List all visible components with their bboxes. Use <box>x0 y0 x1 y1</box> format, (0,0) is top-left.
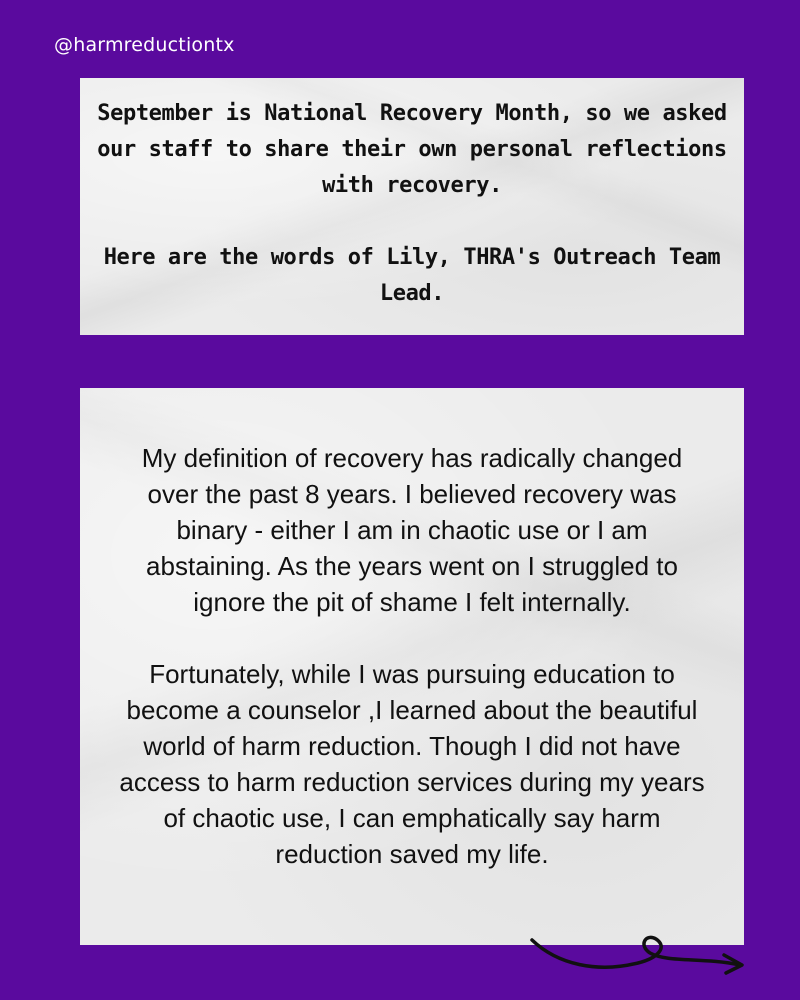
quote-paragraph-2: Fortunately, while I was pursuing education to become a counselor ,I learned about the beautiful world of harm reduction. Though I did not have access to harm reduction services during my years of chaotic use, I can emphatically say harm reduction saved my life. <box>119 659 705 869</box>
account-handle: @harmreductiontx <box>54 34 235 56</box>
intro-paragraph-2: Here are the words of Lily, THRA's Outreach Team Lead. <box>103 245 721 306</box>
paragraph-spacer <box>114 620 710 656</box>
quote-paragraph-1: My definition of recovery has radically changed over the past 8 years. I believed recovery was binary - either I am in chaotic use or I am abstaining. As the years went on I struggled to ignore the pit of shame I felt internally. <box>141 443 683 617</box>
swirl-arrow-right-icon[interactable] <box>528 925 748 1000</box>
quote-card <box>80 388 744 945</box>
intro-paragraph-1: September is National Recovery Month, so we asked our staff to share their own personal reflections with recovery. <box>97 101 727 198</box>
intro-card <box>80 78 744 335</box>
paragraph-spacer <box>80 204 744 240</box>
